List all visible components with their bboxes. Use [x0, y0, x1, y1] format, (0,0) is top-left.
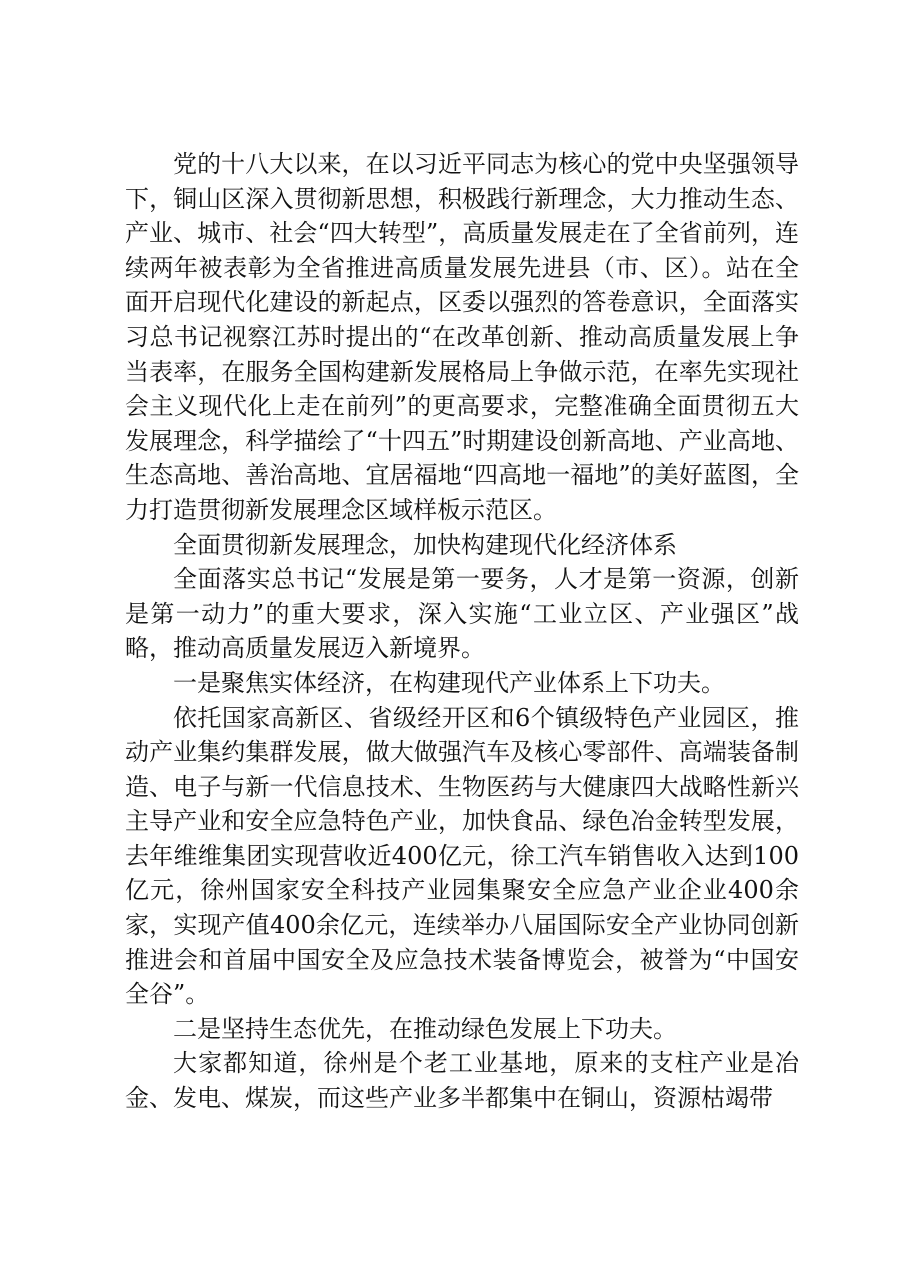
paragraph-industry: 依托国家高新区、省级经开区和6个镇级特色产业园区，推动产业集约集群发展，做大做强汽车及核心零部件、高端装备制造、电子与新一代信息技术、生物医药与大健康四大战略性新兴主导产业和安全应急特色产业，加快食品、绿色冶金转型发展，去年维维集团实现营收近400亿元，徐工汽车销售收入达到100亿元，徐州国家安全科技产业园集聚安全应急产业企业400余家，实现产值400余亿元，连续举办八届国际安全产业协同创新推进会和首届中国安全及应急技术装备博览会，被誉为“中国安全谷”。 — [125, 703, 799, 1009]
subheading-one: 一是聚焦实体经济，在构建现代产业体系上下功夫。 — [173, 668, 725, 697]
paragraph-requirement: 全面落实总书记“发展是第一要务，人才是第一资源，创新是第一动力”的重大要求，深入实施“工业立区、产业强区”战略，推动高质量发展迈入新境界。 — [125, 565, 799, 663]
subheading-two: 二是坚持生态优先，在推动绿色发展上下功夫。 — [173, 1014, 677, 1043]
paragraph-intro: 党的十八大以来，在以习近平同志为核心的党中央坚强领导下，铜山区深入贯彻新思想，积极践行新理念，大力推动生态、产业、城市、社会“四大转型”，高质量发展走在了全省前列，连续两年被表彰为全省推进高质量发展先进县（市、区）。站在全面开启现代化建设的新起点，区委以强烈的答卷意识，全面落实习总书记视察江苏时提出的“在改革创新、推动高质量发展上争当表率，在服务全国构建新发展格局上争做示范，在率先实现社会主义现代化上走在前列”的更高要求，完整准确全面贯彻五大发展理念，科学描绘了“十四五”时期建设创新高地、产业高地、生态高地、善治高地、宜居福地“四高地一福地”的美好蓝图，全力打造贯彻新发展理念区域样板示范区。 — [125, 150, 799, 524]
section-heading: 全面贯彻新发展理念，加快构建现代化经济体系 — [173, 530, 677, 559]
document-body — [125, 147, 799, 1116]
paragraph-ecology: 大家都知道，徐州是个老工业基地，原来的支柱产业是冶金、发电、煤炭，而这些产业多半都集中在铜山，资源枯竭带 — [125, 1049, 799, 1113]
